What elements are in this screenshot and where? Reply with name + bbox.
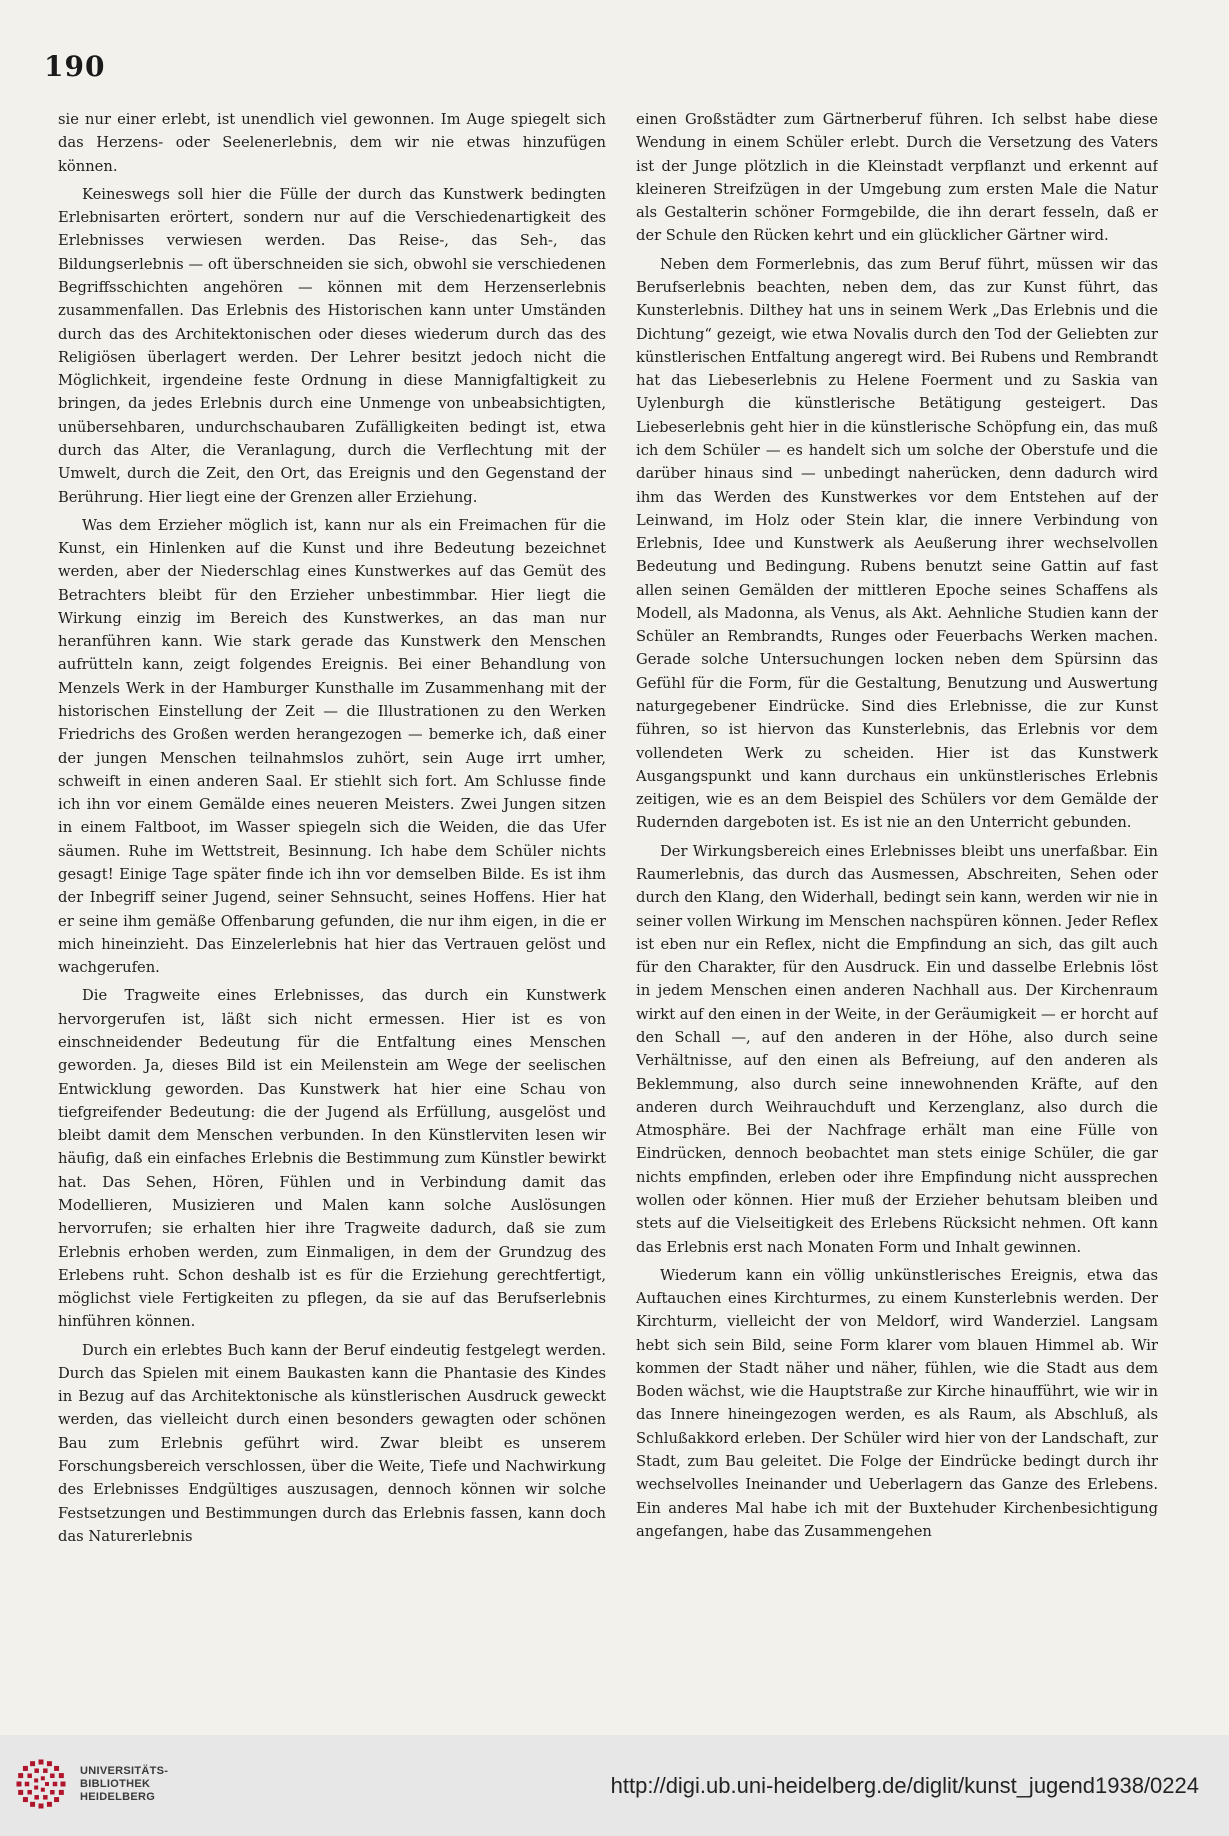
logo-dot: [54, 1797, 59, 1802]
left-column: [58, 108, 606, 1703]
logo-dot: [59, 1773, 64, 1778]
logo-dot: [30, 1802, 35, 1807]
library-footer: [0, 1735, 1229, 1836]
paragraph: Durch ein erlebtes Buch kann der Beruf eindeutig festgelegt werden. Durch das Spielen mit einem Baukasten kann die Phantasie des Kindes in Bezug auf das Architektonische als künstlerischen Ausdruck geweckt werden, das vielleicht durch einen besonders gewagten oder schönen Bau zum Erlebnis geführt wird. Zwar bleibt es unserem Forschungsbereich verschlossen, über die Weite, Tiefe und Nachwirkung des Erlebnisses Endgültiges auszusagen, dennoch können wir solche Festsetzungen und Bestimmungen durch das Erlebnis fassen, kann doch das Naturerlebnis: [58, 1341, 606, 1545]
logo-dot: [18, 1790, 23, 1795]
logo-dot: [45, 1782, 49, 1786]
logo-dot: [27, 1774, 32, 1779]
logo-dot: [23, 1797, 28, 1802]
logo-dot: [50, 1774, 55, 1779]
logo-dot: [47, 1761, 52, 1766]
paragraph: sie nur einer erlebt, ist unendlich viel gewonnen. Im Auge spiegelt sich das Herzens- oder Seelenerlebnis, dem wir nie etwas hinzufügen können.: [58, 111, 606, 175]
paragraph: einen Großstädter zum Gärtnerberuf führen. Ich selbst habe diese Wendung in einem Schüler erlebt. Durch die Versetzung des Vaters ist der Junge plötzlich in die Kleinstadt verpflanzt und erkennt auf kleineren Streifzügen in der Umgebung zum ersten Male die Natur als Gestalterin schöner Formgebilde, die ihn derart fesseln, daß er der Schule den Rücken kehrt und ein glücklicher Gärtner wird.: [636, 111, 1158, 245]
paragraph: Die Tragweite eines Erlebnisses, das durch ein Kunstwerk hervorgerufen ist, läßt sich nicht ermessen. Hier ist es von einschneidender Bedeutung für die Entfaltung eines Menschen geworden. Ja, dieses Bild ist ein Meilenstein am Wege der seelischen Entwicklung geworden. Das Kunstwerk hat hier eine Schau von tiefgreifender Bedeutung: die der Jugend als Erfüllung, ausgelöst und bleibt damit dem Menschen verbunden. In den Künstlerviten lesen wir häufig, daß ein einfaches Erlebnis die Bestimmung zum Künstler bewirkt hat. Das Sehen, Hören, Fühlen und in Verbindung damit das Modellieren, Musizieren und Malen kann solche Auslösungen hervorrufen; sie erhalten hier ihre Tragweite dadurch, daß sie zum Erlebnis erhoben werden, zum Einmaligen, in dem der Grundzug des Erlebens ruht. Schon deshalb ist es für die Erziehung gerechtfertigt, möglichst viele Fertigkeiten zu pflegen, da sie auf das Berufserlebnis hinführen können.: [58, 987, 606, 1331]
logo-dot: [43, 1768, 48, 1773]
logo-dot: [18, 1773, 23, 1778]
paragraph: Wiederum kann ein völlig unkünstlerisches Ereignis, etwa das Auftauchen eines Kirchturmes, zu einem Kunsterlebnis werden. Der Kirchturm, vielleicht der von Meldorf, wird Wanderziel. Langsam hebt sich sein Bild, seine Form klarer vom blauen Himmel ab. Wir kommen der Stadt näher und näher, fühlen, wie die Stadt aus dem Boden wächst, wie die Hauptstraße zur Kirche hinaufführt, wie wir in das Innere hineingezogen werden, es als Raum, als Abschluß, als Schlußakkord erleben. Der Schüler wird hier von der Landschaft, zur Stadt, zum Bau geleitet. Die Folge der Eindrücke bedingt durch ihr wechselvolles Ineinander und Ueberlagern das Ganze des Erlebens. Ein anderes Mal habe ich mit der Buxtehuder Kirchenbesichtigung angefangen, habe das Zusammengehen: [636, 1266, 1158, 1540]
source-url-link[interactable]: http://digi.ub.uni-heidelberg.de/diglit/kunst_jugend1938/0224: [610, 1773, 1199, 1798]
logo-dot: [54, 1766, 59, 1771]
logo-dot: [25, 1782, 30, 1787]
paragraph: Der Wirkungsbereich eines Erlebnisses bleibt uns unerfaßbar. Ein Raumerlebnis, das durch das Ausmessen, Abschreiten, Sehen oder durch den Klang, den Widerhall, bedingt sein kann, werden wir nie in seiner vollen Wirkung im Menschen nachspüren können. Jeder Reflex ist eben nur ein Reflex, nicht die Empfindung an sich, das gilt auch für den Charakter, für den Ausdruck. Ein und dasselbe Erlebnis löst in jedem Menschen einen anderen Nachhall aus. Der Kirchenraum wirkt auf den einen in der Weite, in der Geräumigkeit — er horcht auf den Schall —, auf den anderen in der Höhe, also durch seine Verhältnisse, auf den einen als Befreiung, auf den anderen als Beklemmung, also durch seine innewohnenden Kräfte, auf den anderen durch Weihrauchduft und Kerzenglanz, also durch die Atmosphäre. Bei der Nachfrage erhält man eine Fülle von Eindrücken, dennoch beobachtet man stets einige Schüler, die gar nichts empfinden, erleben oder ihre Empfindung nicht aussprechen wollen oder können. Hier muß der Erzieher behutsam bleiben und stets auf die Vielseitigkeit des Erlebens Rücksicht nehmen. Oft kann das Erlebnis erst nach Monaten Form und Inhalt gewinnen.: [636, 842, 1158, 1256]
logo-dot: [39, 1760, 44, 1765]
logo-dot: [53, 1782, 58, 1787]
logo-dot: [34, 1786, 38, 1790]
logo-dot: [47, 1802, 52, 1807]
paragraph: Neben dem Formerlebnis, das zum Beruf führt, müssen wir das Berufserlebnis beachten, neben dem, das zur Kunst führt, das Kunsterlebnis. Dilthey hat uns in seinem Werk „Das Erlebnis und die Dichtung“ gezeigt, wie etwa Novalis durch den Tod der Geliebten zur künstlerischen Entfaltung angeregt wird. Bei Rubens und Rembrandt hat das Liebeserlebnis zu Helene Foerment und zu Saskia van Uylenburgh die künstlerische Betätigung gesteigert. Das Liebeserlebnis geht hier in die künstlerische Schöpfung ein, das muß ich dem Schüler — es handelt sich um solche der Oberstufe und die darüber hinaus sind — unbedingt naherücken, denn dadurch wird ihm das Werden des Kunstwerkes vor dem Entstehen auf der Leinwand, im Holz oder Stein klar, die innere Verbindung von Erlebnis, Idee und Kunstwerk als Aeußerung ihrer wechselvollen Bedeutung und Bedingung. Rubens benutzt seine Gattin auf fast allen seinen Gemälden der mittleren Epoche seines Schaffens als Modell, als Madonna, als Venus, als Akt. Aehnliche Studien kann der Schüler an Rembrandts, Runges oder Feuerbachs Werken machen. Gerade solche Untersuchungen locken neben dem Spürsinn das Gefühl für die Form, für die Gestaltung, Benutzung und Auswertung naturgegebener Eindrücke. Sind dies Erlebnisse, die zur Kunst führen, so ist hiervon das Kunsterlebnis, das Erlebnis vor dem vollendeten Werk zu scheiden. Hier ist das Kunstwerk Ausgangspunkt und kann durchaus ein unkünstlerisches Erlebnis zeitigen, wie es an dem Beispiel des Schülers vor dem Gemälde der Rudernden dargeboten ist. Es ist nie an den Unterricht gebunden.: [636, 255, 1158, 832]
logo-dot: [34, 1795, 39, 1800]
library-name-line: BIBLIOTHEK: [80, 1778, 151, 1790]
library-name-line: HEIDELBERG: [80, 1791, 156, 1803]
page-number: 190: [44, 50, 106, 83]
logo-dot: [34, 1778, 38, 1782]
logo-dot: [27, 1790, 32, 1795]
library-name: [80, 1765, 168, 1804]
paragraph: Keineswegs soll hier die Fülle der durch das Kunstwerk bedingten Erlebnisarten erörtert, sondern nur auf die Verschiedenartigkeit des Erlebnisses verwiesen werden. Das Reise-, das Seh-, das Bildungserlebnis — oft überschneiden sie sich, obwohl sie verschiedenen Begriffsschichten angehören — können mit dem Herzenserlebnis zusammenfallen. Das Erlebnis des Historischen kann unter Umständen durch das des Architektonischen oder dieses wiederum durch das des Religiösen überlagert werden. Der Lehrer besitzt jedoch nicht die Möglichkeit, irgendeine feste Ordnung in diese Mannigfaltigkeit zu bringen, da jedes Erlebnis durch eine Unmenge von unbeabsichtigten, unübersehbaren, undurchschaubaren Zufälligkeiten bedingt ist, etwa durch das Alter, die Veranlagung, durch die Verflechtung mit der Umwelt, durch die Zeit, den Ort, das Ereignis und den Gegenstand der Berührung. Hier liegt eine der Grenzen aller Erziehung.: [58, 185, 606, 506]
university-library-logo-icon: [14, 1757, 68, 1811]
logo-dot: [50, 1790, 55, 1795]
logo-dot: [61, 1782, 66, 1787]
logo-dot: [43, 1795, 48, 1800]
logo-dot: [23, 1766, 28, 1771]
library-name-line: UNIVERSITÄTS-: [80, 1765, 169, 1777]
right-column: [636, 108, 1158, 1703]
logo-dot: [41, 1776, 45, 1780]
logo-dot: [59, 1790, 64, 1795]
logo-dot: [39, 1804, 44, 1809]
logo-dot: [17, 1782, 22, 1787]
paragraph: Was dem Erzieher möglich ist, kann nur als ein Freimachen für die Kunst, ein Hinlenken auf die Kunst und ihre Bedeutung bezeichnet werden, aber der Niederschlag eines Kunstwerkes auf das Gemüt des Betrachters bleibt für den Erzieher unbestimmbar. Hier liegt die Wirkung einzig im Bereich des Kunstwerkes, an das man nur heranführen kann. Wie stark gerade das Kunstwerk den Menschen aufrütteln kann, zeigt folgendes Ereignis. Bei einer Behandlung von Menzels Werk in der Hamburger Kunsthalle im Zusammenhang mit der historischen Einstellung der Zeit — die Illustrationen zu den Werken Friedrichs des Großen werden herangezogen — bemerke ich, daß einer der jungen Menschen teilnahmslos zuhört, sein Auge irrt umher, schweift in einen anderen Saal. Er stiehlt sich fort. Am Schlusse finde ich ihn vor einem Gemälde eines neueren Meisters. Zwei Jungen sitzen in einem Faltboot, im Wasser spiegeln sich die Weiden, die das Ufer säumen. Ruhe im Wettstreit, Besinnung. Ich habe dem Schüler nichts gesagt! Einige Tage später finde ich ihn vor demselben Bilde. Es ist ihm der Inbegriff seiner Jugend, seiner Sehnsucht, seines Hoffens. Hier hat er seine ihm gemäße Offenbarung gefunden, die nur ihm eigen, in die er mich hineinzieht. Das Einzelerlebnis hat hier das Vertrauen gelöst und wachgerufen.: [58, 516, 606, 977]
logo-dot: [34, 1768, 39, 1773]
logo-dot: [41, 1788, 45, 1792]
logo-dot: [30, 1761, 35, 1766]
